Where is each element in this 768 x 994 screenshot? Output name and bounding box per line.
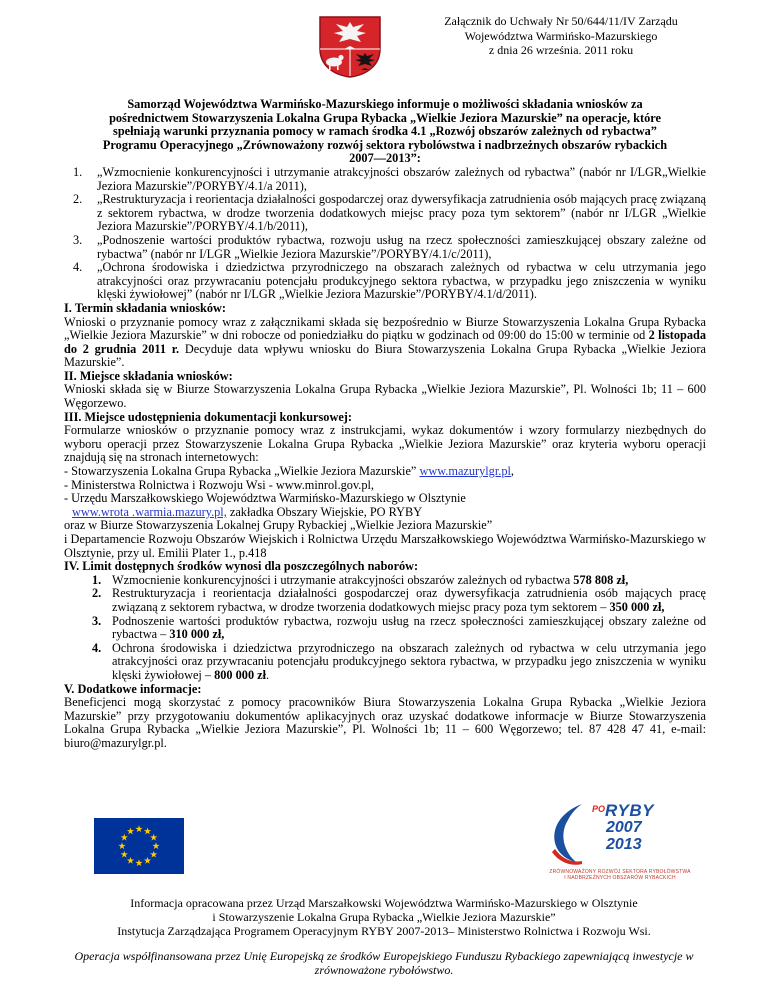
limit-item-2 bbox=[64, 587, 706, 614]
limit-item-1 bbox=[64, 574, 706, 588]
limits-list bbox=[64, 574, 706, 683]
section-body-documentation: Formularze wniosków o przyznanie pomocy wraz z instrukcjami, wykaz dokumentów i wzory formularzy niezbędnych do wyboru operacji przez Stowarzyszenie Lokalna Grupa Rybacka „Wielkie Jeziora Mazurskie” oraz kryteria wyboru operacji znajdują się na stronach internetowych: bbox=[64, 423, 706, 465]
section-heading-place: II. Miejsce składania wniosków: bbox=[64, 368, 233, 383]
measure-item-3 bbox=[64, 234, 706, 261]
item-number: 1. bbox=[73, 164, 83, 179]
attachment-line: z dnia 26 września. 2011 roku bbox=[488, 43, 634, 57]
link-line-text: , bbox=[510, 464, 514, 479]
measure-text: „Ochrona środowiska i dziedzictwa przyrodniczego na obszarach zależnych od rybactwa w celu utrzymania jego atrakcyjności oraz przywracaniu potencjału produkcyjnego sektora rybactwa, w przypadku jego zniszczenia w wyniku klęski żywiołowej” (nabór nr I/LGR „Wielkie Jeziora Mazurskie”/PORYBY/4.1/d/2011). bbox=[97, 260, 706, 302]
attachment-line: Załącznik do Uchwały Nr 50/644/11/IV Zarządu bbox=[444, 14, 678, 28]
mazurylgr-link[interactable]: www.mazurylgr.pl bbox=[419, 464, 511, 479]
deadline-dates: 2 listopada do 2 grudnia 2011 r. bbox=[64, 328, 706, 356]
limit-suffix: . bbox=[266, 667, 270, 682]
item-number: 1. bbox=[92, 572, 102, 587]
body-text: Wnioski o przyznanie pomocy wraz z załącznikami składa się bezpośrednio w Biurze Stowarzyszenia Lokalna Grupa Rybacka „Wielkie Jeziora Mazurskie” w dni robocze od poniedziałku do piątku w godzinach od 09:00 do 15:00 w terminie od bbox=[64, 314, 706, 343]
measure-item-4 bbox=[64, 261, 706, 302]
limit-text: Ochrona środowiska i dziedzictwa przyrodniczego na obszarach zależnych od rybactwa w celu utrzymania jego atrakcyjności oraz przywracaniu potencjału produkcyjnego sektora rybactwa, w przypadku jego zniszczenia w wyniku klęski żywiołowej – bbox=[112, 640, 706, 682]
section-body-place: Wnioski składa się w Biurze Stowarzyszenia Lokalna Grupa Rybacka „Wielkie Jeziora Mazurskie”, Pl. Wolności 1b; 11 – 600 Węgorzewo. bbox=[64, 382, 706, 411]
attachment-reference bbox=[416, 14, 706, 58]
footer-line: Instytucja Zarządzająca Programem Operacyjnym RYBY 2007-2013– Ministerstwo Rolnictwa i Rozwoju Wsi. bbox=[117, 923, 651, 938]
link-line-text: - Stowarzyszenia Lokalna Grupa Rybacka „Wielkie Jeziora Mazurskie” bbox=[64, 464, 420, 479]
year-2007: 2007 bbox=[606, 819, 642, 836]
footer-line: Informacja opracowana przez Urząd Marszałkowski Województwa Warmińsko-Mazurskiego w Olsztynie bbox=[130, 896, 638, 910]
limit-amount: 800 000 zł bbox=[214, 667, 267, 682]
measure-text: „Podnoszenie wartości produktów rybactwa, rozwoju usług na rzecz społeczności zamieszkującej obszary zależne od rybactwa” (nabór nr I/LGR „Wielkie Jeziora Mazurskie”/PORYBY/4.1/c/2011), bbox=[97, 232, 706, 261]
measure-text: „Wzmocnienie konkurencyjności i utrzymanie atrakcyjności obszarów zależnych od rybactwa” (nabór nr I/LGR„Wielkie Jeziora Mazurskie”/PORYBY/4.1/a 2011), bbox=[97, 164, 706, 193]
item-number: 2. bbox=[92, 586, 102, 601]
office-line: oraz w Biurze Stowarzyszenia Lokalnej Grupy Rybackiej „Wielkie Jeziora Mazurskie” bbox=[64, 518, 493, 533]
limit-text: Wzmocnienie konkurencyjności i utrzymanie atrakcyjności obszarów zależnych od rybactwa bbox=[112, 572, 574, 587]
coat-of-arms-icon bbox=[318, 16, 382, 78]
po-ryby-logo bbox=[544, 798, 696, 890]
logos-row bbox=[64, 798, 706, 894]
limit-amount: 350 000 zł, bbox=[609, 599, 665, 614]
limit-amount: 578 808 zł, bbox=[573, 572, 629, 587]
body-text: Decyduje data wpływu wniosku do Biura Stowarzyszenia Lokalna Grupa Rybacka „Wielkie Jeziora Mazurskie”. bbox=[64, 341, 706, 370]
ryby-label: RYBY bbox=[605, 801, 654, 820]
link-line-text: zakładka Obszary Wiejskie, PO RYBY bbox=[226, 504, 423, 519]
measure-item-1 bbox=[64, 166, 706, 193]
section-body-deadline bbox=[64, 316, 706, 370]
limit-item-3 bbox=[64, 615, 706, 642]
link-line-lgr bbox=[64, 465, 706, 479]
item-number: 3. bbox=[73, 232, 83, 247]
link-line-ministry: - Ministerstwa Rolnictwa i Rozwoju Wsi - www.minrol.gov.pl, bbox=[64, 477, 375, 492]
section-heading-limits: IV. Limit dostępnych środków wynosi dla poszczególnych naborów: bbox=[64, 559, 419, 574]
wrota-warmia-mazury-link[interactable]: www.wrota .warmia.mazury.pl, bbox=[72, 504, 227, 519]
item-number: 4. bbox=[73, 260, 83, 275]
fish-icon bbox=[548, 802, 588, 866]
footer-line: i Stowarzyszenie Lokalna Grupa Rybacka „Wielkie Jeziora Mazurskie” bbox=[212, 909, 556, 924]
section-heading-deadline: I. Termin składania wniosków: bbox=[64, 300, 226, 315]
section-heading-additional-info: V. Dodatkowe informacje: bbox=[64, 681, 202, 696]
po-ryby-tagline-line2: I NADBRZEŻNYCH OBSZARÓW RYBACKICH bbox=[564, 875, 676, 881]
item-number: 3. bbox=[92, 613, 102, 628]
link-line-marshal-office: - Urzędu Marszałkowskiego Województwa Warmińsko-Mazurskiego w Olsztynie bbox=[64, 491, 466, 506]
eu-flag-icon bbox=[94, 818, 184, 874]
measure-text: „Restrukturyzacja i reorientacja działalności gospodarczej oraz dywersyfikacja zatrudnienia osób mających pracę związaną z sektorem rybactwa, w drodze tworzenia dodatkowych miejsc pracy poza tym sektorem” (nabór nr I/LGR „Wielkie Jeziora Mazurskie”/PORYBY/4.1/b/2011), bbox=[97, 192, 706, 234]
section-body-additional-info: Beneficjenci mogą skorzystać z pomocy pracowników Biura Stowarzyszenia Lokalna Grupa Rybacka „Wielkie Jeziora Mazurskie” przy przygotowaniu dokumentów aplikacyjnych oraz uzyskać dodatkowe informacje w Biurze Stowarzyszenia Lokalna Grupa Rybacka „Wielkie Jeziora Mazurskie”, Pl. Wolności 1b; 11 – 600 Węgorzewo; tel. 87 428 47 41, e-mail: biuro@mazurylgr.pl. bbox=[64, 695, 706, 750]
section-heading-documentation: III. Miejsce udostępnienia dokumentacji konkursowej: bbox=[64, 409, 352, 424]
limit-amount: 310 000 zł, bbox=[169, 627, 225, 642]
item-number: 2. bbox=[73, 192, 83, 207]
limit-text: Restrukturyzacja i reorientacja działalności gospodarczej oraz dywersyfikacja zatrudnienia osób mających pracę związaną z sektorem rybactwa, w drodze tworzenia dodatkowych miejsc pracy poza tym sektorem – bbox=[112, 586, 706, 614]
document-header bbox=[64, 14, 706, 90]
link-line-wrota bbox=[64, 506, 706, 520]
limit-text: Podnoszenie wartości produktów rybactwa, rozwoju usług na rzecz społeczności zamieszkującej obszary zależne od rybactwa – bbox=[112, 613, 706, 642]
limit-item-4 bbox=[64, 642, 706, 683]
po-label: PO bbox=[592, 804, 606, 814]
footer-credits bbox=[40, 897, 728, 938]
department-line: i Departamencie Rozwoju Obszarów Wiejskich i Rolnictwa Urzędu Marszałkowskiego Województwa Warmińsko-Mazurskiego w Olsztynie, przy ul. Emilii Plater 1., p.418 bbox=[64, 532, 706, 560]
measure-item-2 bbox=[64, 193, 706, 234]
year-2013: 2013 bbox=[606, 836, 642, 853]
attachment-line: Województwa Warmińsko-Mazurskiego bbox=[464, 28, 658, 43]
announcement-intro: Samorząd Województwa Warmińsko-Mazurskiego informuje o możliwości składania wniosków za pośrednictwem Stowarzyszenia Lokalna Grupa Rybacka „Wielkie Jeziora Mazurskie” na operacje, które spełniają warunki przyznania pomocy w ramach środka 4.1 „Rozwój obszarów zależnych od rybactwa” Programu Operacyjnego „Zrównoważony rozwój sektora rybolówstwa i nadbrzeżnych obszarów rybackich 2007—2013”: bbox=[102, 97, 668, 166]
item-number: 4. bbox=[92, 640, 102, 655]
po-ryby-tagline-line1: ZRÓWNOWAŻONY ROZWÓJ SEKTORA RYBOŁÓWSTWA bbox=[549, 869, 691, 875]
cofinancing-note: Operacja współfinansowana przez Unię Europejską ze środków Europejskiego Funduszu Rybackiego zapewniającą inwestycje w zrównoważone rybołówstwo. bbox=[74, 949, 694, 977]
measures-list bbox=[64, 166, 706, 302]
